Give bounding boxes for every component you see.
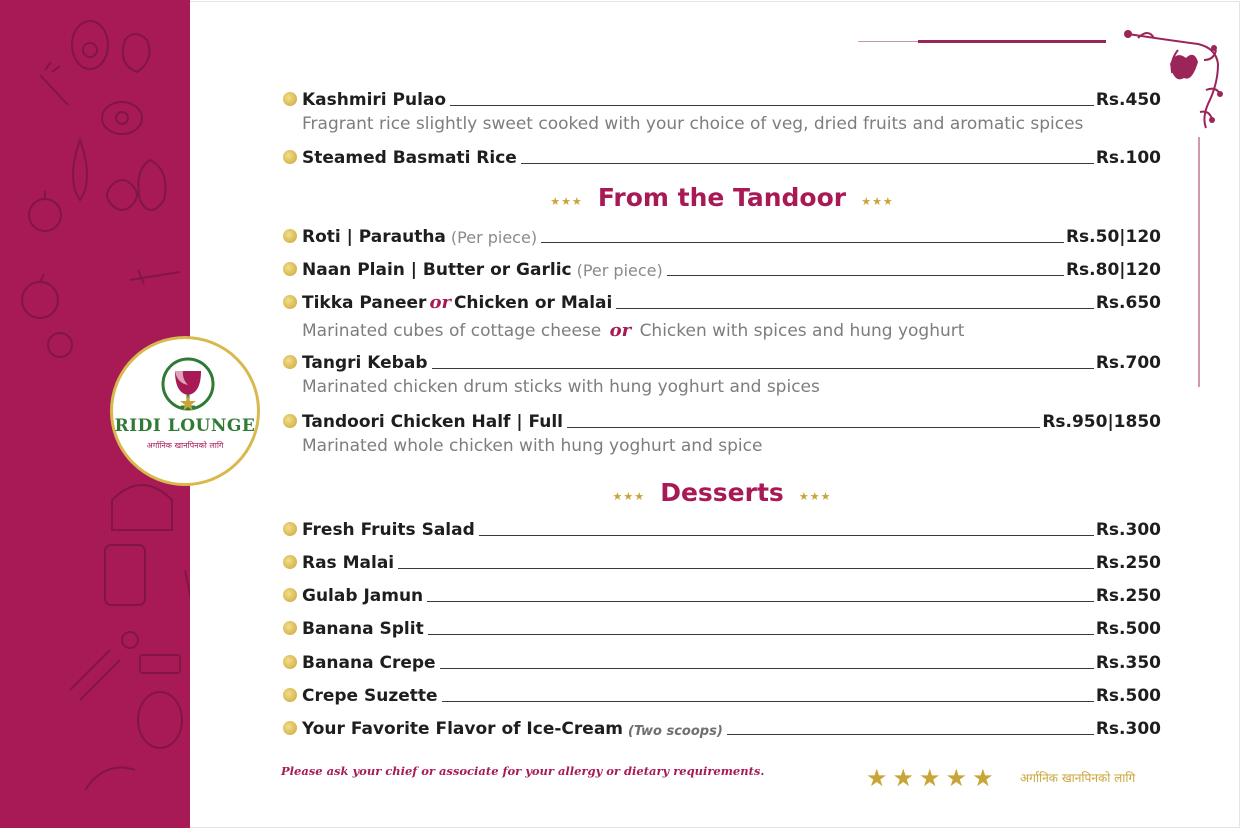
dotted-leader <box>616 308 1094 309</box>
menu-item <box>283 410 1161 432</box>
item-name: Banana Split <box>302 619 424 639</box>
item-description: Fragrant rice slightly sweet cooked with your choice of veg, dried fruits and aromatic spices <box>302 114 1084 134</box>
item-description: Marinated chicken drum sticks with hung yoghurt and spices <box>302 377 820 397</box>
gold-bullet-icon <box>283 355 297 369</box>
section-title: Desserts <box>660 478 784 507</box>
dotted-leader <box>567 427 1040 428</box>
item-price: Rs.250 <box>1095 553 1161 573</box>
item-name: Tangri Kebab <box>302 353 428 373</box>
item-price: Rs.80|120 <box>1065 260 1161 280</box>
footer-tagline: अर्गानिक खानपिनको लागि <box>1020 771 1136 785</box>
menu-item <box>283 551 1161 573</box>
item-name: Tikka Paneer <box>302 293 427 313</box>
menu-item <box>283 258 1161 280</box>
item-price: Rs.500 <box>1095 619 1161 639</box>
ridi-lounge-logo <box>110 336 260 486</box>
item-price: Rs.450 <box>1095 90 1161 110</box>
dotted-leader <box>398 568 1094 569</box>
gold-bullet-icon <box>283 522 297 536</box>
item-name: Banana Crepe <box>302 653 436 673</box>
brand-name: RIDI LOUNGE <box>114 416 256 436</box>
item-name: Naan Plain | Butter or Garlic <box>302 260 572 280</box>
right-decorative-line <box>1198 137 1200 387</box>
menu-item <box>283 291 1161 313</box>
item-name: Fresh Fruits Salad <box>302 520 475 540</box>
item-price: Rs.50|120 <box>1065 227 1161 247</box>
menu-item <box>283 584 1161 606</box>
rating-stars-icon: ★★★★★ <box>866 764 999 792</box>
gold-bullet-icon <box>283 92 297 106</box>
dotted-leader <box>427 601 1094 602</box>
item-description: Marinated whole chicken with hung yoghurt and spice <box>302 436 763 456</box>
item-name: Gulab Jamun <box>302 586 424 606</box>
gold-bullet-icon <box>283 721 297 735</box>
or-connector: or <box>609 320 632 341</box>
item-price: Rs.350 <box>1095 653 1161 673</box>
dotted-leader <box>479 535 1094 536</box>
item-price: Rs.950|1850 <box>1042 412 1161 432</box>
gold-bullet-icon <box>283 555 297 569</box>
description-part: Marinated cubes of cottage cheese <box>302 321 602 341</box>
item-price: Rs.300 <box>1095 520 1161 540</box>
item-note: (Per piece) <box>576 261 663 280</box>
menu-item <box>283 684 1161 706</box>
description-part: Chicken with spices and hung yoghurt <box>639 321 965 341</box>
gold-bullet-icon <box>283 262 297 276</box>
gold-bullet-icon <box>283 621 297 635</box>
item-price: Rs.650 <box>1095 293 1161 313</box>
star-ornament-icon: ★★★ <box>612 490 646 503</box>
gold-bullet-icon <box>283 150 297 164</box>
dotted-leader <box>428 634 1094 635</box>
star-ornament-icon: ★★★ <box>861 195 894 208</box>
star-ornament-icon: ★★★ <box>550 195 583 208</box>
star-ornament-icon: ★★★ <box>798 490 832 503</box>
item-name-secondary: Chicken or Malai <box>453 293 613 313</box>
brand-tagline: अर्गानिक खानपिनको लागि <box>146 441 224 450</box>
menu-item <box>283 351 1161 373</box>
section-heading-tandoor <box>283 183 1161 212</box>
menu-item <box>283 717 1161 739</box>
menu-item <box>283 617 1161 639</box>
gold-bullet-icon <box>283 655 297 669</box>
dotted-leader <box>667 275 1064 276</box>
dotted-leader <box>440 668 1094 669</box>
item-name: Roti | Parautha <box>302 227 446 247</box>
item-price: Rs.500 <box>1095 686 1161 706</box>
dotted-leader <box>442 701 1094 702</box>
item-note: (Two scoops) <box>628 724 723 739</box>
item-description <box>302 320 964 341</box>
menu-item <box>283 146 1161 168</box>
item-name: Your Favorite Flavor of Ice-Cream <box>302 719 623 739</box>
dotted-leader <box>450 105 1094 106</box>
top-decorative-line <box>858 40 1106 43</box>
menu-item <box>283 518 1161 540</box>
item-price: Rs.700 <box>1095 353 1161 373</box>
item-name: Steamed Basmati Rice <box>302 148 517 168</box>
wine-glass-emblem-icon <box>161 357 215 417</box>
menu-item <box>283 88 1161 110</box>
gold-bullet-icon <box>283 295 297 309</box>
dotted-leader <box>727 734 1094 735</box>
item-note: (Per piece) <box>450 228 538 247</box>
dotted-leader <box>521 163 1094 164</box>
item-price: Rs.250 <box>1095 586 1161 606</box>
gold-bullet-icon <box>283 688 297 702</box>
or-connector: or <box>429 292 451 313</box>
gold-bullet-icon <box>283 588 297 602</box>
item-name: Tandoori Chicken Half | Full <box>302 412 564 432</box>
item-price: Rs.100 <box>1095 148 1161 168</box>
menu-item <box>283 651 1161 673</box>
menu-item <box>283 225 1161 247</box>
item-name: Kashmiri Pulao <box>302 90 447 110</box>
item-name: Crepe Suzette <box>302 686 438 706</box>
item-price: Rs.300 <box>1095 719 1161 739</box>
allergy-note: Please ask your chief or associate for your allergy or dietary requirements. <box>281 764 765 778</box>
gold-bullet-icon <box>283 414 297 428</box>
item-name: Ras Malai <box>302 553 395 573</box>
section-title: From the Tandoor <box>597 183 847 212</box>
dotted-leader <box>541 242 1064 243</box>
dotted-leader <box>432 368 1094 369</box>
section-heading-desserts <box>283 478 1161 507</box>
gold-bullet-icon <box>283 229 297 243</box>
floral-ornament-icon <box>1118 20 1228 130</box>
